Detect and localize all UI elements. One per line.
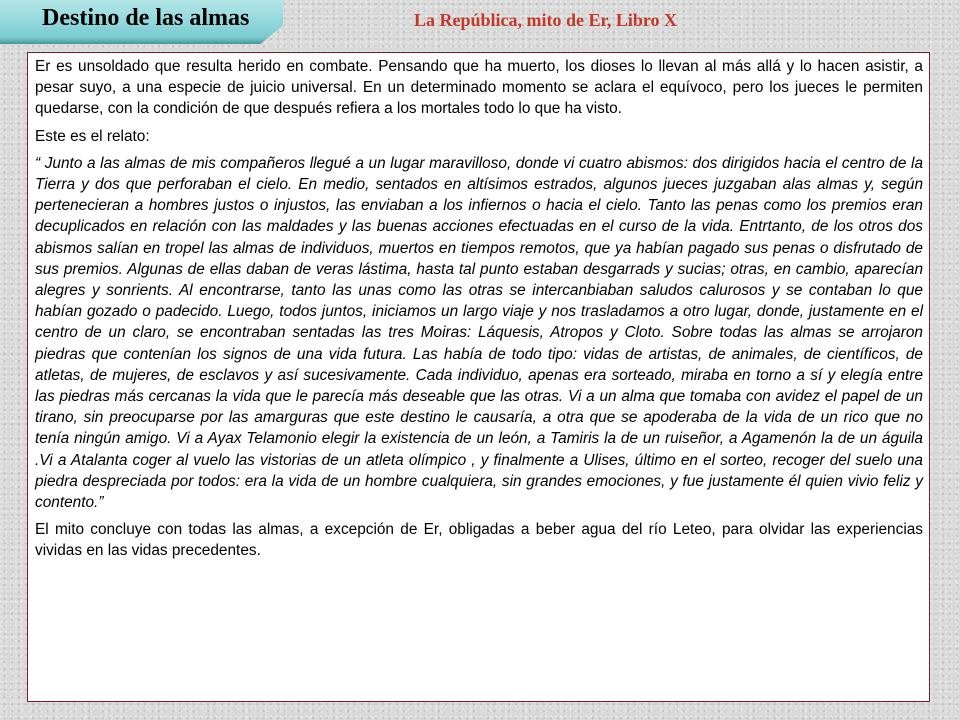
title-tab-shadow xyxy=(0,38,283,44)
conclusion-paragraph: El mito concluye con todas las almas, a excepción de Er, obligadas a beber agua del río Leteo, para olvidar las experiencias vividas en las vidas precedentes. xyxy=(35,521,923,560)
page-subtitle: La República, mito de Er, Libro X xyxy=(414,10,678,30)
intro-paragraph: Er es unsoldado que resulta herido en combate. Pensando que ha muerto, los dioses lo llevan al más allá y lo hacen asistir, a pesar suyo, a una especie de juicio universal. En un determinado momento se aclara el equívoco, pero los jueces le permiten quedarse, con la condición de que después refiera a los mortales todo lo que ha visto. xyxy=(35,58,923,118)
story-paragraph: “ Junto a las almas de mis compañeros llegué a un lugar maravilloso, donde vi cuatro abismos: dos dirigidos hacia el centro de la Tierra y dos que perforaban el cielo. En medio, sentados en altísimos estrados, algunos jueces juzgaban alas almas y, según pertenecieran a hombres justos o injustos, las enviaban a los infiernos o hacia el cielo. Tanto las penas como los premios eran decuplicados en relación con las maldades y las buenas acciones efectuadas en el curso de la vida. Entrtanto, de los otros dos abismos salían en tropel las almas de individuos, muertos en tiempos remotos, que ya habían pagado sus penas o disfrutado de sus premios. Algunas de ellas daban de veras lástima, hasta tal punto estaban desgarrads y sucias; otras, en cambio, aparecían alegres y sonrients. Al encontrarse, tanto las unas como las otras se intercanbiaban saludos calurosos y se contaban lo que habían gozado o padecido. Luego, todos juntos, iniciamos un largo viaje y nos trasladamos a otro lugar, donde, justamente en el centro de un claro, se encontraban sentadas las tres Moiras: Láquesis, Atropos y Cloto. Sobre todas las almas se arrojaron piedras que contenían los signos de una vida futura. Las había de todo tipo: vidas de artistas, de animales, de científicos, de atletas, de mujeres, de esclavos y así sucesivamente. Cada individuo, apenas era sorteado, miraba en torno a sí y elegía entre las piedras más cercanas la vida que le parecía más deseable que las otras. Vi a un alma que tomaba con avidez el papel de un tirano, sin preocuparse por las amarguras que este destino le causaría, a otra que se apoderaba de la vida de un rico que no tenía ningún amigo. Vi a Ayax Telamonio elegir la existencia de un león, a Tamiris la de un ruiseñor, a Agamenón la de un águila .Vi a Atalanta coger al vuelo las vistorias de un atleta olímpico , y finalmente a Ulises, último en el sorteo, recoger del suelo una piedra despreciada por todos: era la vida de un hombre cualquiera, sin grandes emociones, y fue justamente él quien vivio feliz y contento.” xyxy=(35,154,923,512)
text-box xyxy=(27,52,930,702)
lead-paragraph: Este es el relato: xyxy=(35,127,150,145)
page-title: Destino de las almas xyxy=(42,5,250,31)
